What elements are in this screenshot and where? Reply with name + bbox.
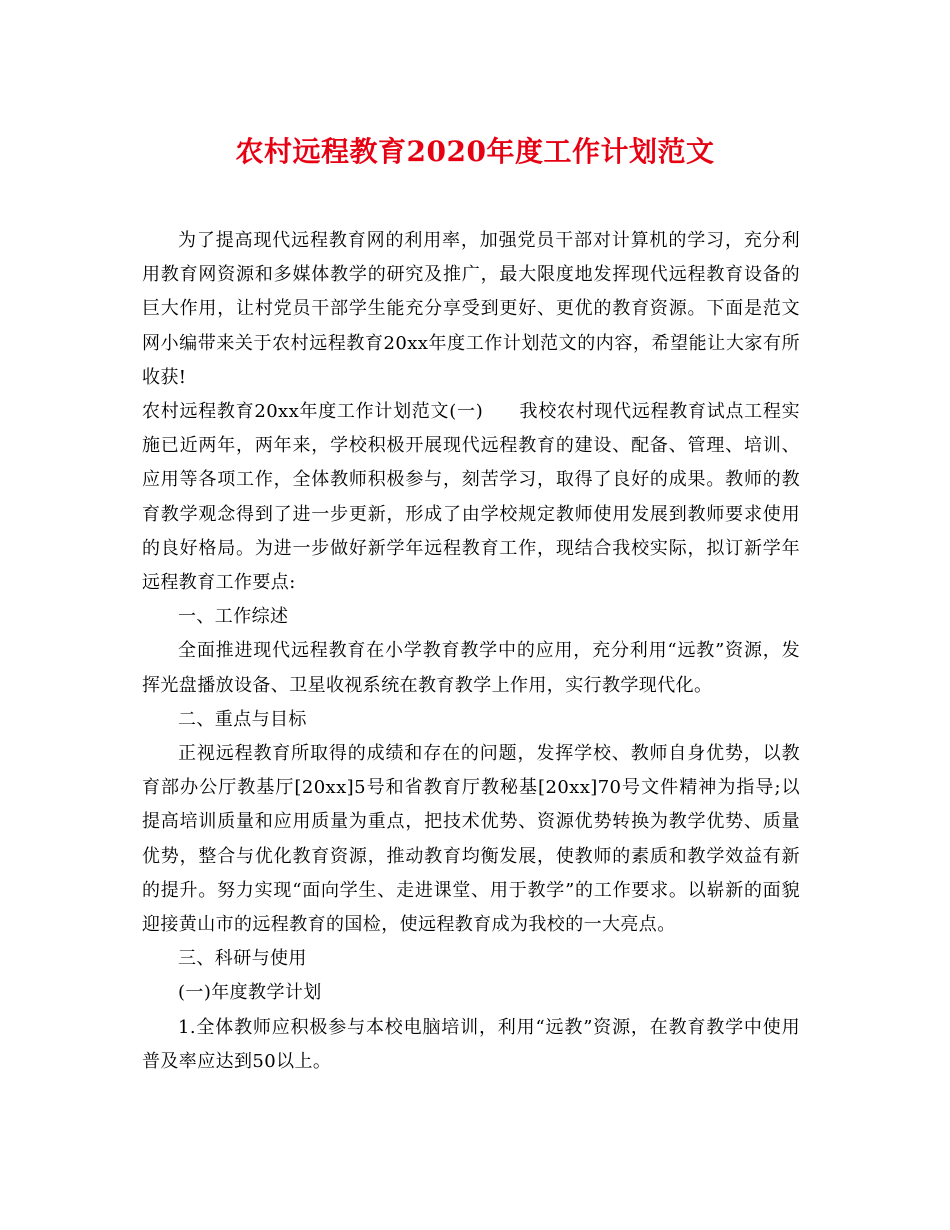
document-title: 农村远程教育2020年度工作计划范文: [235, 135, 715, 168]
plan-item-1: 1.全体教师应积极参与本校电脑培训，利用“远教”资源，在教育教学中使用普及率应达到50以上。: [142, 1016, 800, 1072]
heading-key-goals: 二、重点与目标: [178, 708, 307, 730]
document-body: [142, 224, 800, 1079]
heading-research-use: 三、科研与使用: [178, 948, 307, 970]
intro-paragraph: 为了提高现代远程教育网的利用率，加强党员干部对计算机的学习，充分利用教育网资源和多媒体教学的研究及推广，最大限度地发挥现代远程教育设备的巨大作用，让村党员干部学生能充分享受到更好、更优的教育资源。下面是范文网小编带来关于农村远程教育20xx年度工作计划范文的内容，希望能让大家有所收获!: [142, 230, 800, 388]
work-overview-paragraph: 全面推进现代远程教育在小学教育教学中的应用，充分利用“远教”资源，发挥光盘播放设备、卫星收视系统在教育教学上作用，实行教学现代化。: [142, 640, 800, 696]
section-body: 我校农村现代远程教育试点工程实施已近两年，两年来，学校积极开展现代远程教育的建设、配备、管理、培训、应用等各项工作，全体教师积极参与，刻苦学习，取得了良好的成果。教师的教育教学观念得到了进一步更新，形成了由学校规定教师使用发展到教师要求使用的良好格局。为进一步做好新学年远程教育工作，现结合我校实际，拟订新学年远程教育工作要点:: [142, 401, 801, 594]
key-goals-paragraph: 正视远程教育所取得的成绩和存在的问题，发挥学校、教师自身优势，以教育部办公厅教基厅[20xx]5号和省教育厅教秘基[20xx]70号文件精神为指导;以提高培训质量和应用质量为重点，把技术优势、资源优势转换为教学优势、质量优势，整合与优化教育资源，推动教育均衡发展，使教师的素质和教学效益有新的提升。努力实现“面向学生、走进课堂、用于教学”的工作要求。以崭新的面貌迎接黄山市的远程教育的国检，使远程教育成为我校的一大亮点。: [142, 743, 800, 936]
heading-work-overview: 一、工作综述: [178, 606, 289, 628]
subheading-annual-plan: (一)年度教学计划: [178, 982, 322, 1004]
section-heading-paragraph: [142, 395, 800, 600]
section-heading: 农村远程教育20xx年度工作计划范文(一): [142, 401, 484, 423]
